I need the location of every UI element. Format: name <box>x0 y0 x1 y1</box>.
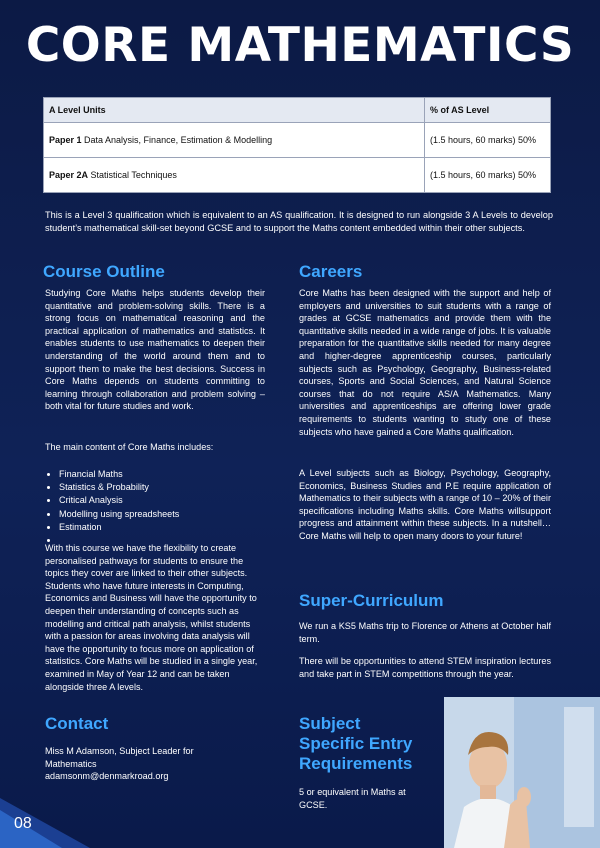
table-row <box>44 123 551 158</box>
list-item: • Modelling using spreadsheets <box>59 508 269 521</box>
list-item: • Critical Analysis <box>59 494 269 507</box>
contact-details <box>45 745 275 783</box>
unit-cell <box>44 158 425 193</box>
super-curriculum-heading: Super-Curriculum <box>299 591 444 610</box>
student-photo <box>444 697 600 848</box>
table-header-row <box>44 98 551 123</box>
contact-heading: Contact <box>45 714 109 733</box>
course-outline-para3: With this course we have the flexibility to create personalised pathways for students to ensure the topics they cover are linked to their other subjects. Students who have future interests in Computing, Economics and Business will have the opportunity to deepen their understanding of concepts such as modelling and critical path analysis, whilst students with a passion for areas involving data analysis will have the opportunity to focus more on application of statistics. Core Maths will be studied in a single year, examined in May of Year 12 and can be taken alongside three A levels. <box>45 543 258 692</box>
header-units: A Level Units <box>44 98 425 123</box>
unit-code: Paper 1 <box>49 135 82 145</box>
entry-heading <box>299 714 412 774</box>
unit-title: Statistical Techniques <box>88 170 177 180</box>
course-outline-heading: Course Outline <box>43 262 165 281</box>
contact-line: Mathematics <box>45 758 97 769</box>
entry-text: 5 or equivalent in Maths at GCSE. <box>299 787 406 810</box>
list-item: • Financial Maths <box>59 468 269 481</box>
course-outline-para2: The main content of Core Maths includes: <box>45 442 214 452</box>
page-number: 08 <box>14 815 32 832</box>
entry-heading-line: Subject <box>299 714 361 733</box>
unit-weight: (1.5 hours, 60 marks) 50% <box>425 123 551 158</box>
contact-line: Miss M Adamson, Subject Leader for <box>45 746 194 756</box>
entry-heading-line: Specific Entry <box>299 734 413 753</box>
unit-title: Data Analysis, Finance, Estimation & Modelling <box>81 135 273 145</box>
table-row <box>44 158 551 193</box>
unit-cell <box>44 123 425 158</box>
units-table <box>43 97 551 193</box>
page-title: CORE MATHEMATICS <box>25 18 575 73</box>
super-curriculum-para1: We run a KS5 Maths trip to Florence or Athens at October half term. <box>299 621 551 644</box>
header-percent: % of AS Level <box>425 98 551 123</box>
super-curriculum-para2: There will be opportunities to attend STEM inspiration lectures and take part in STEM competitions through the year. <box>299 656 551 679</box>
unit-code: Paper 2A <box>49 170 89 180</box>
course-outline-para1: Studying Core Maths helps students develop their quantitative and problem-solving skills. There is a strong focus on mathematical reasoning and the practical application of mathematics and statistics. It enables students to use mathematics to deepen their understanding of the world around them and to support them to make the best decisions. Success in Core Maths depends on students committing to learning through collaboration and problem solving – both vital for future studies and work. <box>45 288 265 412</box>
list-item: • Statistics & Probability <box>59 481 269 494</box>
careers-heading: Careers <box>299 262 363 281</box>
content-list <box>45 468 269 547</box>
contact-email: adamsonm@denmarkroad.org <box>45 771 169 782</box>
list-item: • Estimation <box>59 521 269 534</box>
entry-heading-line: Requirements <box>299 754 413 773</box>
careers-para1: Core Maths has been designed with the support and help of employers and universities to suit students with a range of grades at GCSE mathematics and provide them with the quantitative skills needed in a wide range of jobs. It is valuable preparation for the quantitative skills needed for many degree and higher-degree apprenticeship courses, particularly subjects such as Psychology, Geography, Business-related courses, Sports and Social Sciences, and Natural Science courses that do not require AS/A Mathematics. Many universities and apprenticeships are offering lower grade requirements to students wanting to study one of these subjects who have gained a Core Maths qualification. <box>299 288 551 437</box>
intro-text: This is a Level 3 qualification which is equivalent to an AS qualification. It is designed to run alongside 3 A Levels to develop student’s mathematical skill-set beyond GCSE and to support the Maths content embedded within their other subjects. <box>45 210 553 233</box>
unit-weight: (1.5 hours, 60 marks) 50% <box>425 158 551 193</box>
careers-para2: A Level subjects such as Biology, Psychology, Geography, Economics, Business Studies and P.E require application of Mathematics to their subjects with a range of 10 – 20% of their specifications including Maths skills. Core Maths willsupport progress and attainment within these subjects. In a nutshell…Core Maths will help to open many doors to your future! <box>299 468 551 541</box>
